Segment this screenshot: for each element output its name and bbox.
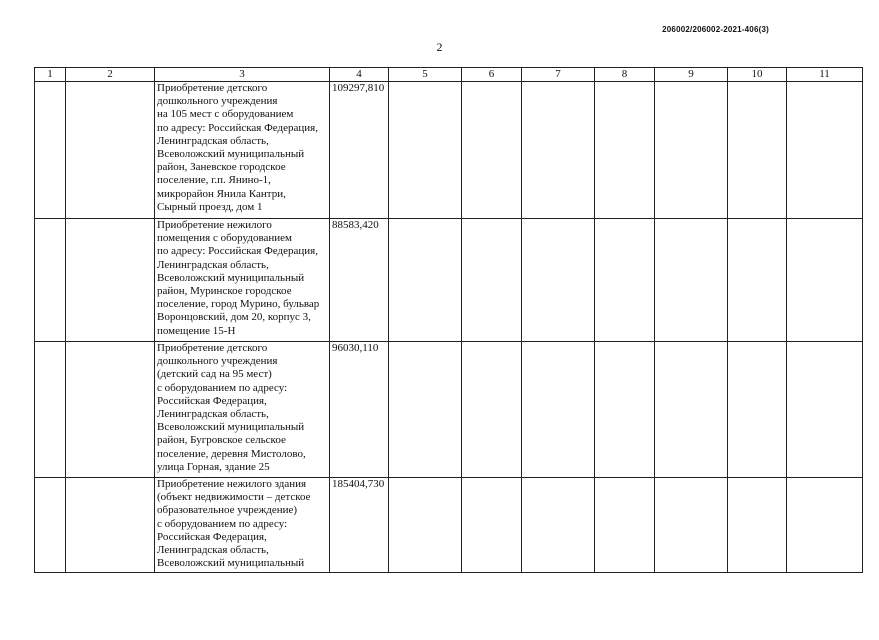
- document-number: 206002/206002-2021-406(3): [662, 25, 769, 34]
- table-cell: [35, 342, 66, 478]
- table-cell: [728, 219, 787, 342]
- table-row: [35, 478, 863, 573]
- column-number-row: [35, 68, 863, 82]
- column-header: 9: [655, 68, 728, 82]
- table-cell: [35, 478, 66, 573]
- column-header: 6: [462, 68, 522, 82]
- table-row: [35, 219, 863, 342]
- table-cell: [35, 82, 66, 219]
- table-cell: [462, 219, 522, 342]
- table-cell: [655, 478, 728, 573]
- object-description: Приобретение детского дошкольного учреждения на 105 мест с оборудованием по адресу: Российская Федерация, Ленинградская область, Всеволожский муниципальный район, Заневское городское поселение, г.п. Янино-1, микрорайон Янила Кантри, Сырный проезд, дом 1: [155, 82, 330, 219]
- table-cell: [787, 82, 863, 219]
- table-cell: [787, 478, 863, 573]
- table-cell: [728, 82, 787, 219]
- amount-cell: 88583,420: [330, 219, 389, 342]
- table-cell: [389, 82, 462, 219]
- table-cell: [595, 478, 655, 573]
- column-header: 1: [35, 68, 66, 82]
- column-header: 2: [66, 68, 155, 82]
- table-row: [35, 82, 863, 219]
- column-header: 5: [389, 68, 462, 82]
- table-cell: [389, 342, 462, 478]
- table-cell: [728, 342, 787, 478]
- object-description: Приобретение нежилого помещения с оборудованием по адресу: Российская Федерация, Ленинградская область, Всеволожский муниципальный район, Муринское городское поселение, город Мурино, бульвар Воронцовский, дом 20, корпус 3, помещение 15-Н: [155, 219, 330, 342]
- page-number: 2: [436, 40, 443, 54]
- data-table: [34, 67, 863, 573]
- table-cell: [66, 342, 155, 478]
- table-cell: [462, 342, 522, 478]
- column-header: 8: [595, 68, 655, 82]
- table-cell: [787, 219, 863, 342]
- table-cell: [655, 219, 728, 342]
- table-cell: [787, 342, 863, 478]
- column-header: 4: [330, 68, 389, 82]
- table-cell: [595, 342, 655, 478]
- object-description: Приобретение детского дошкольного учреждения (детский сад на 95 мест) с оборудованием по адресу: Российская Федерация, Ленинградская область, Всеволожский муниципальный район, Бугровское сельское поселение, деревня Мистолово, улица Горная, здание 25: [155, 342, 330, 478]
- column-header: 7: [522, 68, 595, 82]
- table-cell: [655, 82, 728, 219]
- table-cell: [728, 478, 787, 573]
- table-cell: [389, 478, 462, 573]
- table-cell: [595, 82, 655, 219]
- table-cell: [462, 82, 522, 219]
- table-cell: [522, 82, 595, 219]
- table-cell: [66, 219, 155, 342]
- amount-cell: 96030,110: [330, 342, 389, 478]
- table-cell: [462, 478, 522, 573]
- table-cell: [522, 478, 595, 573]
- table-cell: [66, 478, 155, 573]
- table-row: [35, 342, 863, 478]
- amount-cell: 109297,810: [330, 82, 389, 219]
- table-cell: [35, 219, 66, 342]
- table-cell: [66, 82, 155, 219]
- column-header: 10: [728, 68, 787, 82]
- table-cell: [522, 219, 595, 342]
- object-description: Приобретение нежилого здания (объект недвижимости – детское образовательное учреждение) с оборудованием по адресу: Российская Федерация, Ленинградская область, Всеволожский муниципальный: [155, 478, 330, 573]
- table-cell: [595, 219, 655, 342]
- table-cell: [389, 219, 462, 342]
- column-header: 3: [155, 68, 330, 82]
- table-cell: [522, 342, 595, 478]
- table-cell: [655, 342, 728, 478]
- amount-cell: 185404,730: [330, 478, 389, 573]
- column-header: 11: [787, 68, 863, 82]
